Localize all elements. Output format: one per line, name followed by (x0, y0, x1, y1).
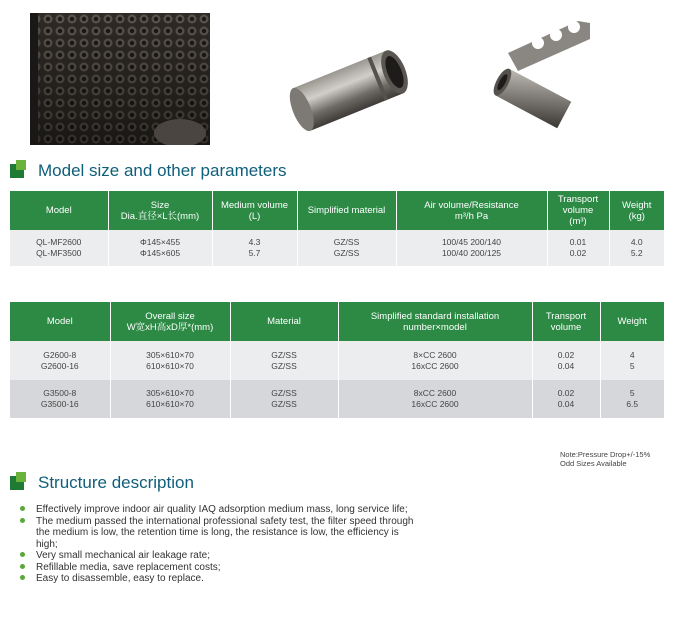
header-transport-volume: Transport volume (532, 302, 600, 341)
note-line-1: Note:Pressure Drop+/-15% (560, 450, 651, 459)
header-air-volume: Air volume/Resistance m³/h Pa (396, 191, 547, 230)
header-model: Model (10, 191, 108, 230)
cell-installation: 8xCC 2600 16xCC 2600 (338, 380, 532, 418)
section-title-model-size (10, 160, 287, 182)
header-weight: Weight (600, 302, 664, 341)
table-row (10, 380, 664, 418)
cell-model: G2600-8 G2600-16 (10, 341, 110, 380)
cell-transport-volume: 0.02 0.04 (532, 380, 600, 418)
cell-weight: 4.0 5.2 (609, 230, 664, 266)
bullet-dot-icon (20, 518, 25, 523)
header-installation: Simplified standard installation number×model (338, 302, 532, 341)
installation-table (10, 302, 664, 418)
green-squares-icon (10, 160, 32, 182)
mounting-frame-photo (478, 13, 590, 145)
header-weight: Weight (kg) (609, 191, 664, 230)
cell-transport-volume: 0.02 0.04 (532, 341, 600, 380)
structure-bullet-list (20, 504, 420, 585)
header-size: Size Dia.直径×L长(mm) (108, 191, 212, 230)
cell-model: G3500-8 G3500-16 (10, 380, 110, 418)
table-row (10, 230, 664, 266)
cell-installation: 8×CC 2600 16xCC 2600 (338, 341, 532, 380)
header-material: Simplified material (297, 191, 396, 230)
filter-bank-photo (30, 13, 210, 145)
section-title-text: Model size and other parameters (38, 161, 287, 180)
section-title-structure (10, 472, 194, 494)
cell-weight: 5 6.5 (600, 380, 664, 418)
cell-size: Φ145×455 Φ145×605 (108, 230, 212, 266)
cell-air-volume: 100/45 200/140 100/40 200/125 (396, 230, 547, 266)
bullet-dot-icon (20, 575, 25, 580)
bullet-dot-icon (20, 564, 25, 569)
section-title-text: Structure description (38, 473, 194, 492)
list-item: Easy to disassemble, easy to replace. (20, 573, 420, 585)
cell-weight: 4 5 (600, 341, 664, 380)
header-overall-size: Overall size W宽xH高xD厚*(mm) (110, 302, 230, 341)
pressure-drop-note (560, 450, 650, 468)
list-item: Refillable media, save replacement costs; (20, 562, 420, 574)
bullet-dot-icon (20, 506, 25, 511)
green-squares-icon (10, 472, 32, 494)
filter-cartridge-photo (280, 35, 420, 145)
header-model: Model (10, 302, 110, 341)
header-transport-volume: Transport volume (m³) (547, 191, 609, 230)
cell-medium-volume: 4.3 5.7 (212, 230, 297, 266)
cell-material: GZ/SS GZ/SS (297, 230, 396, 266)
list-item: Very small mechanical air leakage rate; (20, 550, 420, 562)
list-item: The medium passed the international professional safety test, the filter speed through the medium is low, the retention time is long, the resistance is low, the efficiency is high; (20, 516, 420, 551)
list-item: Effectively improve indoor air quality IAQ adsorption medium mass, long service life; (20, 504, 420, 516)
model-size-table (10, 191, 664, 266)
header-material: Material (230, 302, 338, 341)
table-row (10, 341, 664, 380)
bullet-dot-icon (20, 552, 25, 557)
table-header-row (10, 302, 664, 341)
cell-transport-volume: 0.01 0.02 (547, 230, 609, 266)
cell-material: GZ/SS GZ/SS (230, 380, 338, 418)
table-header-row (10, 191, 664, 230)
header-medium-volume: Medium volume (L) (212, 191, 297, 230)
note-line-2: Odd Sizes Available (560, 459, 627, 468)
cell-material: GZ/SS GZ/SS (230, 341, 338, 380)
cell-overall-size: 305×610×70 610×610×70 (110, 380, 230, 418)
cell-overall-size: 305×610×70 610×610×70 (110, 341, 230, 380)
cell-model: QL-MF2600 QL-MF3500 (10, 230, 108, 266)
